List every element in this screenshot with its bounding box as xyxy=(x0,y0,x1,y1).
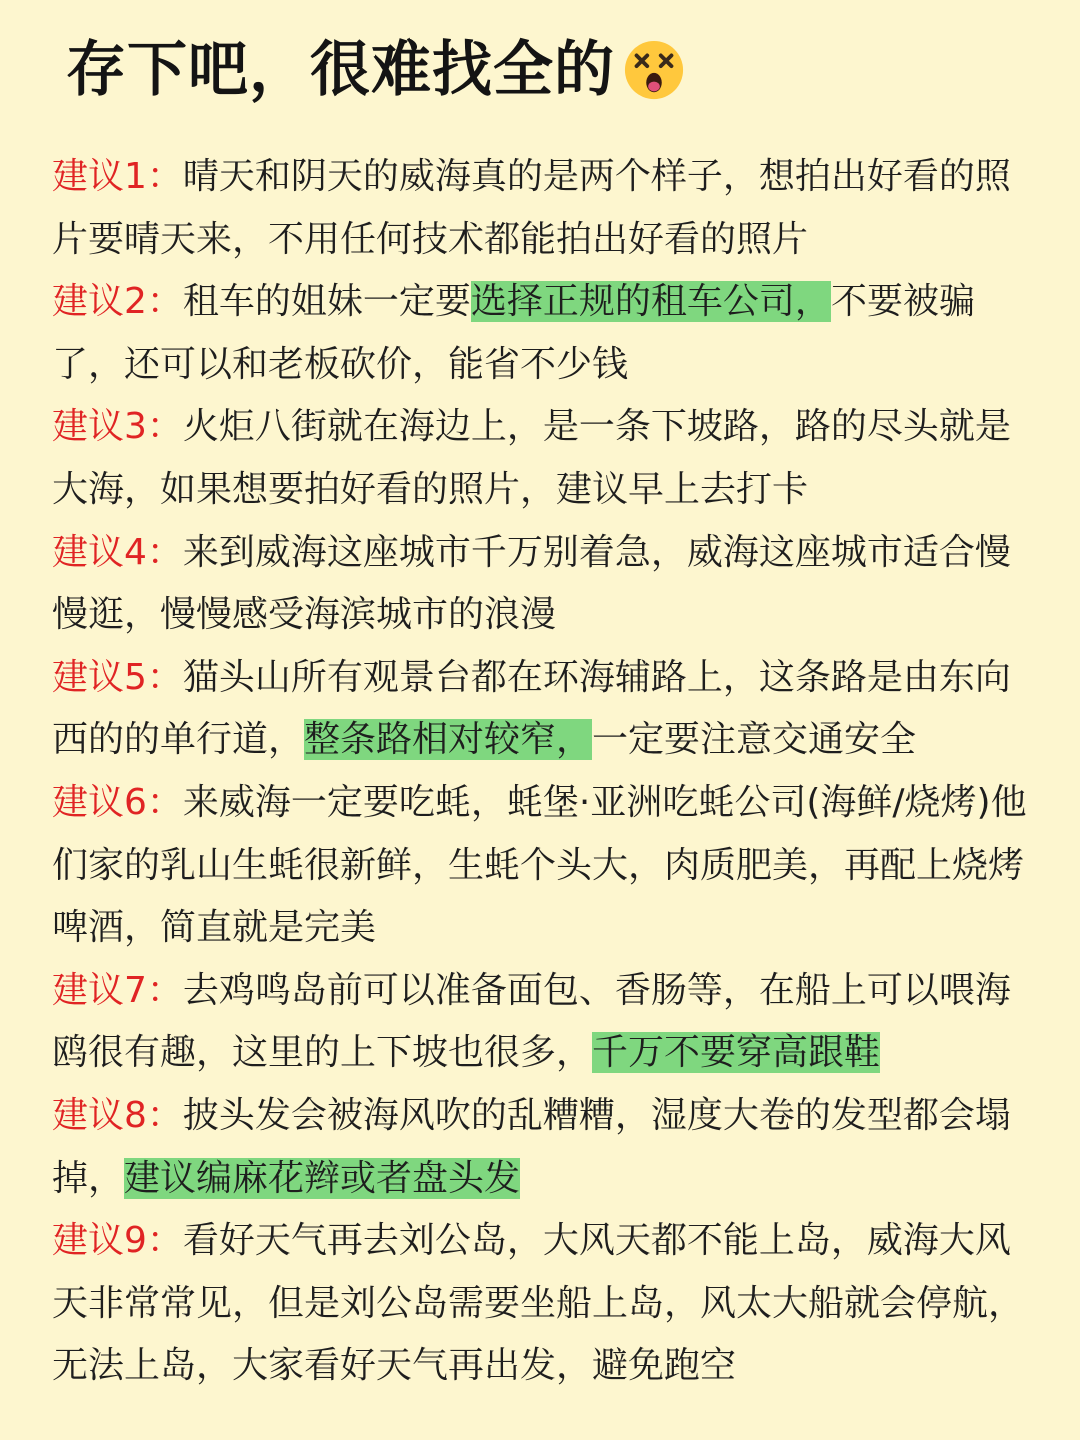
tip-9 xyxy=(52,1210,1027,1398)
tip-label: 建议7： xyxy=(52,969,183,1011)
tip-text: 去鸡鸣岛前可以准备面包、香肠等，在船上可以喂海鸥很有趣，这里的上下坡也很多， xyxy=(52,969,1011,1074)
tip-text: 猫头山所有观景台都在环海辅路上，这条路是由东向西的的单行道， xyxy=(52,656,1011,761)
tip-label: 建议1： xyxy=(52,156,183,197)
tip-label: 建议4： xyxy=(52,531,183,573)
tip-text: 看好天气再去刘公岛，大风天都不能上岛，威海大风天非常常见，但是刘公岛需要坐船上岛，风太大船就会停航，无法上岛，大家看好天气再出发，避免跑空 xyxy=(52,1220,1025,1387)
tip-label: 建议9： xyxy=(52,1220,183,1262)
tip-text: 租车的姐妹一定要 xyxy=(182,281,471,323)
tip-text: 晴天和阴天的威海真的是两个样子，想拍出好看的照片要晴天来，不用任何技术都能拍出好看的照片 xyxy=(52,156,1011,260)
tip-highlight: 整条路相对较窄， xyxy=(304,719,593,761)
tip-text-after: 一定要注意交通安全 xyxy=(592,719,917,761)
tip-4 xyxy=(52,522,1027,647)
dizzy-face-icon xyxy=(623,39,685,101)
tip-text: 来威海一定要吃蚝，蚝堡·亚洲吃蚝公司(海鲜/烧烤)他们家的乳山生蚝很新鲜，生蚝个头大，肉质肥美，再配上烧烤啤酒，简直就是完美 xyxy=(52,781,1027,949)
tip-label: 建议6： xyxy=(52,781,183,823)
tip-text: 火炬八街就在海边上，是一条下坡路，路的尽头就是大海，如果想要拍好看的照片，建议早上去打卡 xyxy=(52,406,1011,510)
title-row xyxy=(66,30,685,110)
tip-label: 建议2： xyxy=(52,281,183,323)
tip-label: 建议3： xyxy=(52,406,183,448)
tip-5 xyxy=(52,647,1027,772)
tip-label: 建议8： xyxy=(52,1094,183,1136)
tip-text-after: 不要被骗了，还可以和老板砍价，能省不少钱 xyxy=(52,281,975,385)
tip-label: 建议5： xyxy=(52,656,183,698)
tip-6 xyxy=(52,772,1027,960)
tip-highlight: 选择正规的租车公司， xyxy=(470,281,831,323)
page-title: 存下吧，很难找全的 xyxy=(66,35,615,105)
tip-1 xyxy=(52,146,1027,271)
tip-highlight: 千万不要穿高跟鞋 xyxy=(592,1032,881,1074)
tips-list xyxy=(52,146,1027,1398)
tip-text: 披头发会被海风吹的乱糟糟，湿度大卷的发型都会塌掉， xyxy=(52,1094,1011,1199)
tip-7 xyxy=(52,960,1027,1085)
tip-highlight: 建议编麻花辫或者盘头发 xyxy=(124,1157,521,1199)
tip-2 xyxy=(52,271,1027,396)
tip-3 xyxy=(52,396,1027,521)
tip-8 xyxy=(52,1085,1027,1210)
tip-text: 来到威海这座城市千万别着急，威海这座城市适合慢慢逛，慢慢感受海滨城市的浪漫 xyxy=(52,531,1011,636)
